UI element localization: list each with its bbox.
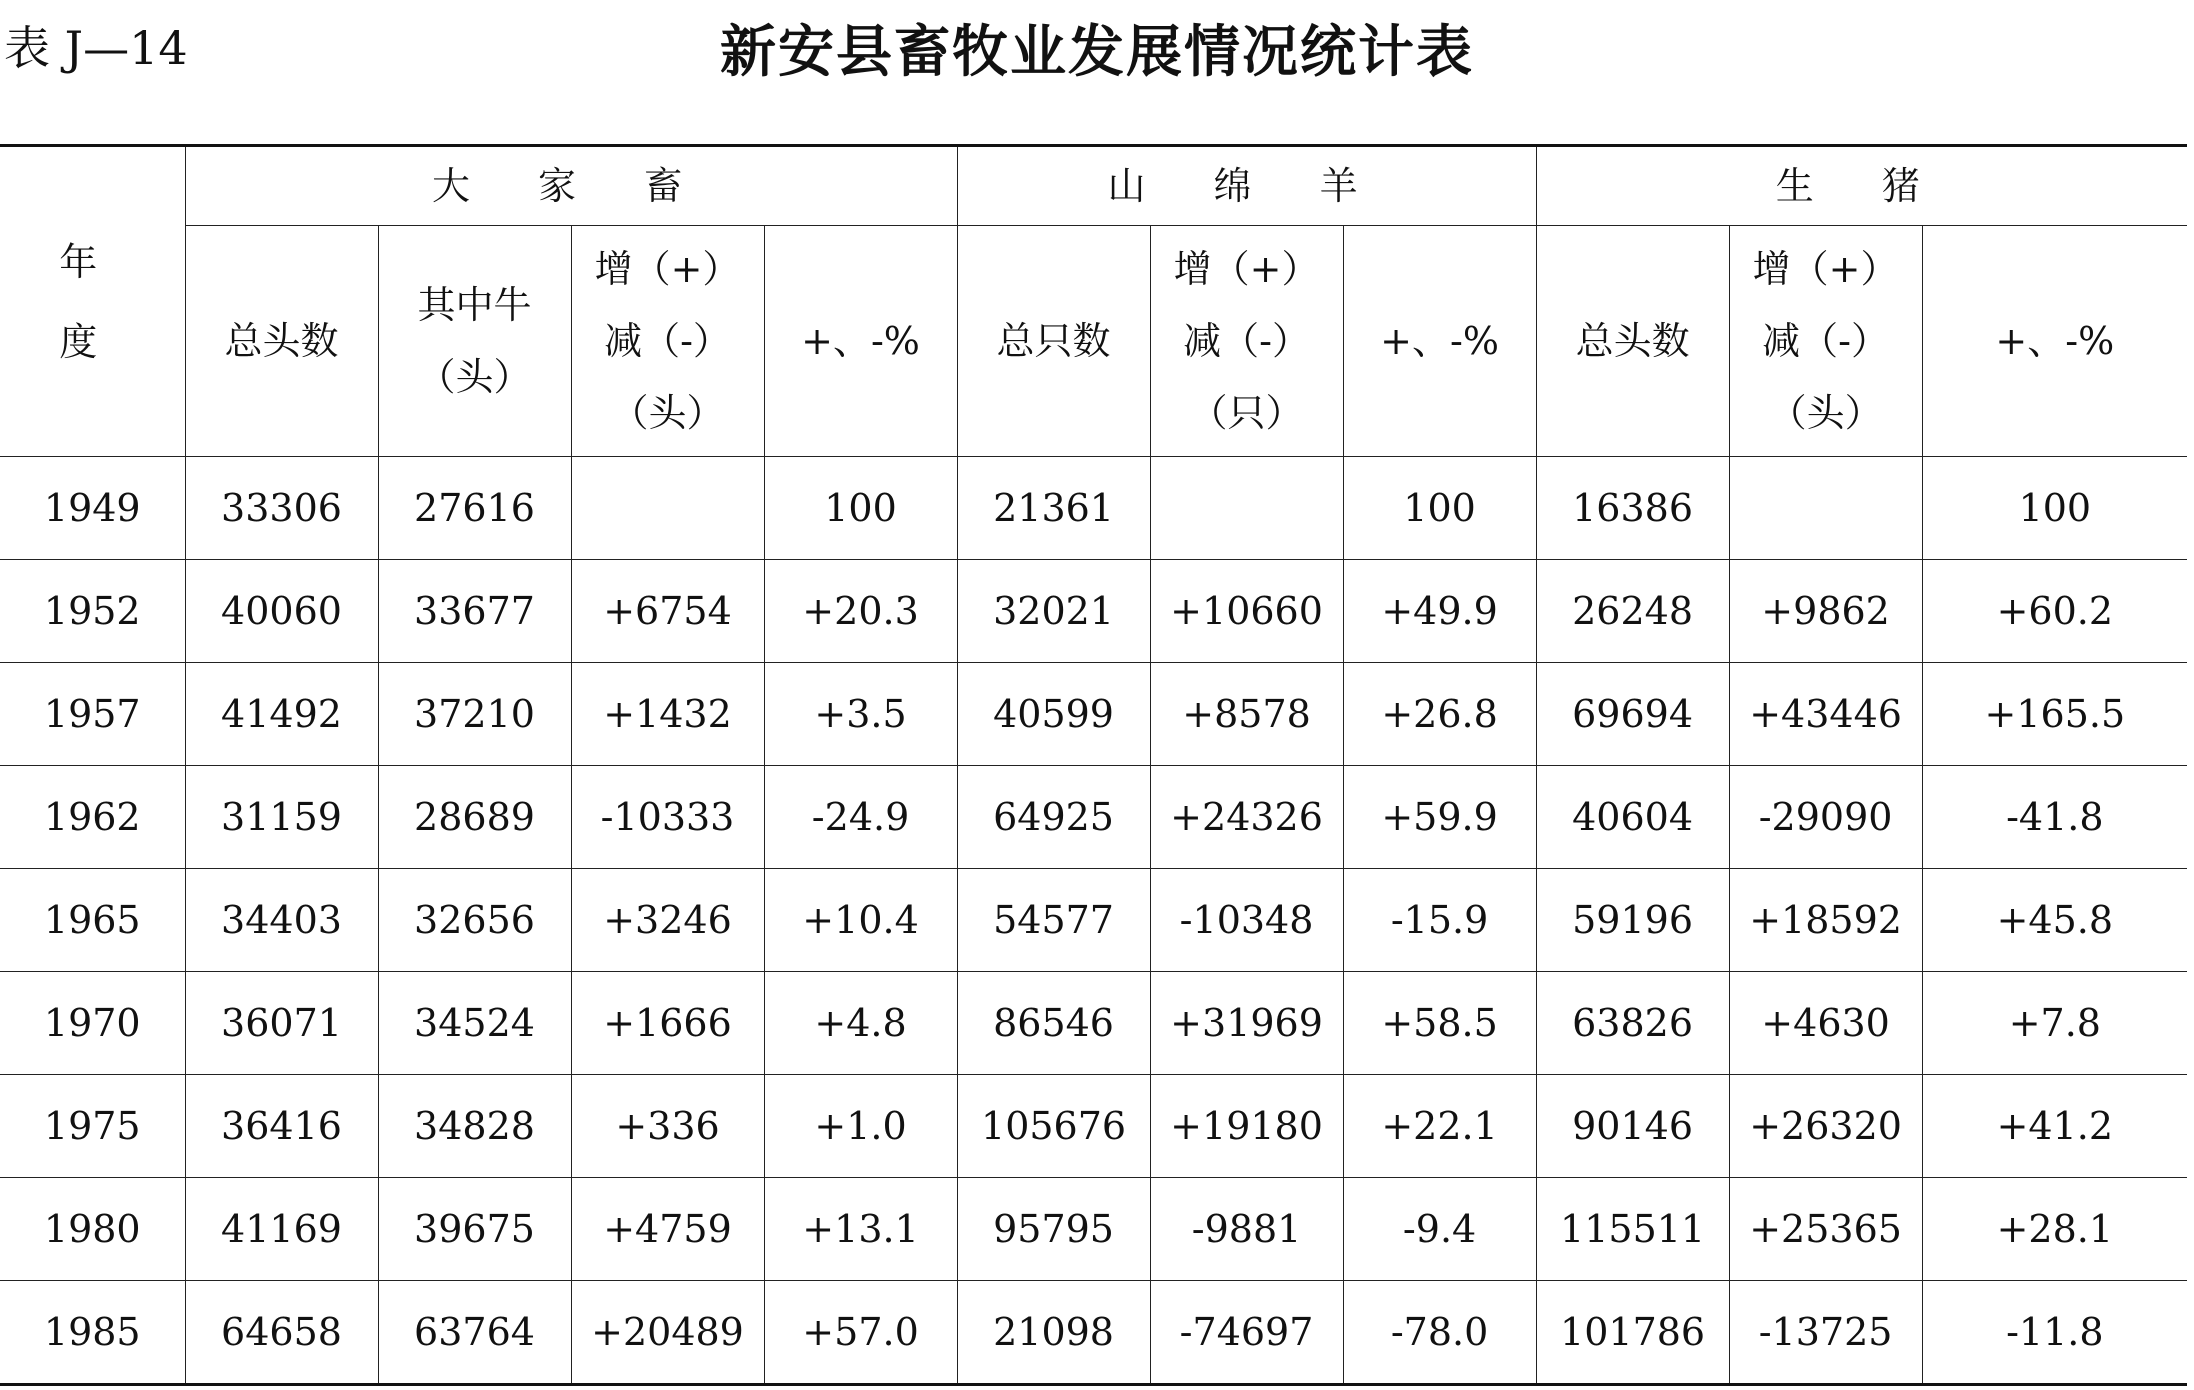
cattle-pct-cell: -24.9 <box>764 766 957 869</box>
cattle-of-which-cell: 39675 <box>378 1178 571 1281</box>
year-header <box>0 146 185 457</box>
header-group-row <box>0 146 2187 226</box>
sheep-pct-cell: +22.1 <box>1343 1075 1536 1178</box>
cattle-pct-cell: +3.5 <box>764 663 957 766</box>
livestock-statistics-table <box>0 144 2187 1386</box>
pigs-change-header <box>1729 226 1922 457</box>
cattle-total-cell: 36416 <box>185 1075 378 1178</box>
sheep-total-cell: 105676 <box>957 1075 1150 1178</box>
sheep-change-cell: +8578 <box>1150 663 1343 766</box>
table-row <box>0 1178 2187 1281</box>
cattle-of-which-header <box>378 226 571 457</box>
cattle-pct-cell: 100 <box>764 457 957 560</box>
pigs-pct-cell: -11.8 <box>1922 1281 2187 1385</box>
cattle-change-cell: +3246 <box>571 869 764 972</box>
sheep-total-cell: 54577 <box>957 869 1150 972</box>
cattle-pct-cell: +10.4 <box>764 869 957 972</box>
cattle-of-which-cell: 32656 <box>378 869 571 972</box>
year-cell: 1962 <box>0 766 185 869</box>
table-label: 表 J—14 <box>4 21 188 75</box>
pigs-change-cell: +26320 <box>1729 1075 1922 1178</box>
group-header-sheep-goats: 山 绵 羊 <box>957 146 1536 226</box>
pigs-pct-cell: +165.5 <box>1922 663 2187 766</box>
sheep-pct-cell: +58.5 <box>1343 972 1536 1075</box>
pigs-total-cell: 101786 <box>1536 1281 1729 1385</box>
year-cell: 1952 <box>0 560 185 663</box>
cattle-change-line-3: （头） <box>610 391 725 435</box>
sheep-change-cell: +31969 <box>1150 972 1343 1075</box>
sheep-change-cell <box>1150 457 1343 560</box>
pigs-total-cell: 115511 <box>1536 1178 1729 1281</box>
pigs-change-cell: +18592 <box>1729 869 1922 972</box>
sheep-change-line-1: 增（+） <box>1173 247 1320 291</box>
sheep-total-cell: 86546 <box>957 972 1150 1075</box>
cattle-total-header: 总头数 <box>185 226 378 457</box>
sheep-change-cell: +10660 <box>1150 560 1343 663</box>
sheep-pct-cell: +49.9 <box>1343 560 1536 663</box>
sheep-change-cell: +19180 <box>1150 1075 1343 1178</box>
group-header-large-livestock: 大 家 畜 <box>185 146 957 226</box>
pigs-pct-cell: -41.8 <box>1922 766 2187 869</box>
pigs-total-cell: 26248 <box>1536 560 1729 663</box>
pigs-pct-header: +、-% <box>1922 226 2187 457</box>
pigs-pct-cell: +60.2 <box>1922 560 2187 663</box>
cattle-total-cell: 41169 <box>185 1178 378 1281</box>
cattle-pct-cell: +20.3 <box>764 560 957 663</box>
sheep-change-cell: -10348 <box>1150 869 1343 972</box>
sheep-total-cell: 32021 <box>957 560 1150 663</box>
sheep-total-cell: 21098 <box>957 1281 1150 1385</box>
sheep-pct-cell: 100 <box>1343 457 1536 560</box>
sheep-change-cell: -74697 <box>1150 1281 1343 1385</box>
cattle-of-which-cell: 33677 <box>378 560 571 663</box>
table-row <box>0 869 2187 972</box>
cattle-total-cell: 41492 <box>185 663 378 766</box>
pigs-change-line-3: （头） <box>1768 391 1883 435</box>
pigs-total-cell: 69694 <box>1536 663 1729 766</box>
cattle-change-cell: +1432 <box>571 663 764 766</box>
year-header-line-1: 年 <box>59 239 126 284</box>
year-cell: 1985 <box>0 1281 185 1385</box>
sheep-change-line-2: 减（-） <box>1183 319 1310 363</box>
pigs-change-cell: +43446 <box>1729 663 1922 766</box>
sheep-change-cell: +24326 <box>1150 766 1343 869</box>
cattle-change-cell <box>571 457 764 560</box>
pigs-total-cell: 40604 <box>1536 766 1729 869</box>
sheep-pct-cell: -9.4 <box>1343 1178 1536 1281</box>
year-cell: 1975 <box>0 1075 185 1178</box>
year-cell: 1957 <box>0 663 185 766</box>
pigs-change-line-2: 减（-） <box>1762 319 1889 363</box>
sheep-change-cell: -9881 <box>1150 1178 1343 1281</box>
sheep-pct-cell: +59.9 <box>1343 766 1536 869</box>
pigs-total-header: 总头数 <box>1536 226 1729 457</box>
table-body <box>0 457 2187 1385</box>
pigs-change-line-1: 增（+） <box>1752 247 1899 291</box>
pigs-total-cell: 63826 <box>1536 972 1729 1075</box>
cattle-total-cell: 40060 <box>185 560 378 663</box>
pigs-total-cell: 59196 <box>1536 869 1729 972</box>
pigs-pct-cell: +7.8 <box>1922 972 2187 1075</box>
cattle-total-cell: 64658 <box>185 1281 378 1385</box>
table-row <box>0 560 2187 663</box>
sheep-total-cell: 21361 <box>957 457 1150 560</box>
table-row <box>0 1281 2187 1385</box>
cattle-of-which-cell: 34524 <box>378 972 571 1075</box>
cattle-of-which-cell: 63764 <box>378 1281 571 1385</box>
table-row <box>0 766 2187 869</box>
pigs-pct-cell: +28.1 <box>1922 1178 2187 1281</box>
sheep-pct-cell: -15.9 <box>1343 869 1536 972</box>
pigs-pct-cell: +41.2 <box>1922 1075 2187 1178</box>
cattle-total-cell: 36071 <box>185 972 378 1075</box>
pigs-change-cell: +25365 <box>1729 1178 1922 1281</box>
pigs-change-cell <box>1729 457 1922 560</box>
year-header-line-2: 度 <box>59 319 126 364</box>
sheep-total-cell: 40599 <box>957 663 1150 766</box>
sheep-change-line-3: （只） <box>1189 391 1304 435</box>
cattle-total-cell: 33306 <box>185 457 378 560</box>
sheep-total-cell: 64925 <box>957 766 1150 869</box>
cattle-of-which-line-1: 其中牛 <box>417 283 532 327</box>
year-cell: 1965 <box>0 869 185 972</box>
header-sub-row <box>0 226 2187 457</box>
pigs-change-cell: -13725 <box>1729 1281 1922 1385</box>
cattle-total-cell: 34403 <box>185 869 378 972</box>
table-row <box>0 972 2187 1075</box>
cattle-pct-cell: +4.8 <box>764 972 957 1075</box>
sheep-total-cell: 95795 <box>957 1178 1150 1281</box>
cattle-change-cell: +6754 <box>571 560 764 663</box>
cattle-of-which-cell: 27616 <box>378 457 571 560</box>
pigs-total-cell: 16386 <box>1536 457 1729 560</box>
cattle-pct-cell: +13.1 <box>764 1178 957 1281</box>
pigs-total-cell: 90146 <box>1536 1075 1729 1178</box>
cattle-pct-cell: +57.0 <box>764 1281 957 1385</box>
cattle-pct-header: +、-% <box>764 226 957 457</box>
table-row <box>0 663 2187 766</box>
cattle-of-which-cell: 34828 <box>378 1075 571 1178</box>
pigs-change-cell: -29090 <box>1729 766 1922 869</box>
table-title: 新安县畜牧业发展情况统计表 <box>720 20 1474 85</box>
group-header-pigs: 生 猪 <box>1536 146 2187 226</box>
cattle-change-cell: +4759 <box>571 1178 764 1281</box>
pigs-pct-cell: 100 <box>1922 457 2187 560</box>
year-cell: 1970 <box>0 972 185 1075</box>
cattle-pct-cell: +1.0 <box>764 1075 957 1178</box>
table-row <box>0 457 2187 560</box>
cattle-change-cell: +20489 <box>571 1281 764 1385</box>
cattle-change-cell: +1666 <box>571 972 764 1075</box>
cattle-change-line-2: 减（-） <box>604 319 731 363</box>
cattle-change-cell: -10333 <box>571 766 764 869</box>
year-cell: 1980 <box>0 1178 185 1281</box>
sheep-pct-cell: +26.8 <box>1343 663 1536 766</box>
cattle-change-line-1: 增（+） <box>594 247 741 291</box>
year-cell: 1949 <box>0 457 185 560</box>
sheep-change-header <box>1150 226 1343 457</box>
cattle-of-which-cell: 37210 <box>378 663 571 766</box>
pigs-change-cell: +9862 <box>1729 560 1922 663</box>
pigs-pct-cell: +45.8 <box>1922 869 2187 972</box>
sheep-total-header: 总只数 <box>957 226 1150 457</box>
table-row <box>0 1075 2187 1178</box>
cattle-total-cell: 31159 <box>185 766 378 869</box>
pigs-change-cell: +4630 <box>1729 972 1922 1075</box>
cattle-change-cell: +336 <box>571 1075 764 1178</box>
sheep-pct-header: +、-% <box>1343 226 1536 457</box>
cattle-of-which-cell: 28689 <box>378 766 571 869</box>
cattle-change-header <box>571 226 764 457</box>
sheep-pct-cell: -78.0 <box>1343 1281 1536 1385</box>
cattle-of-which-line-2: （头） <box>417 355 532 399</box>
